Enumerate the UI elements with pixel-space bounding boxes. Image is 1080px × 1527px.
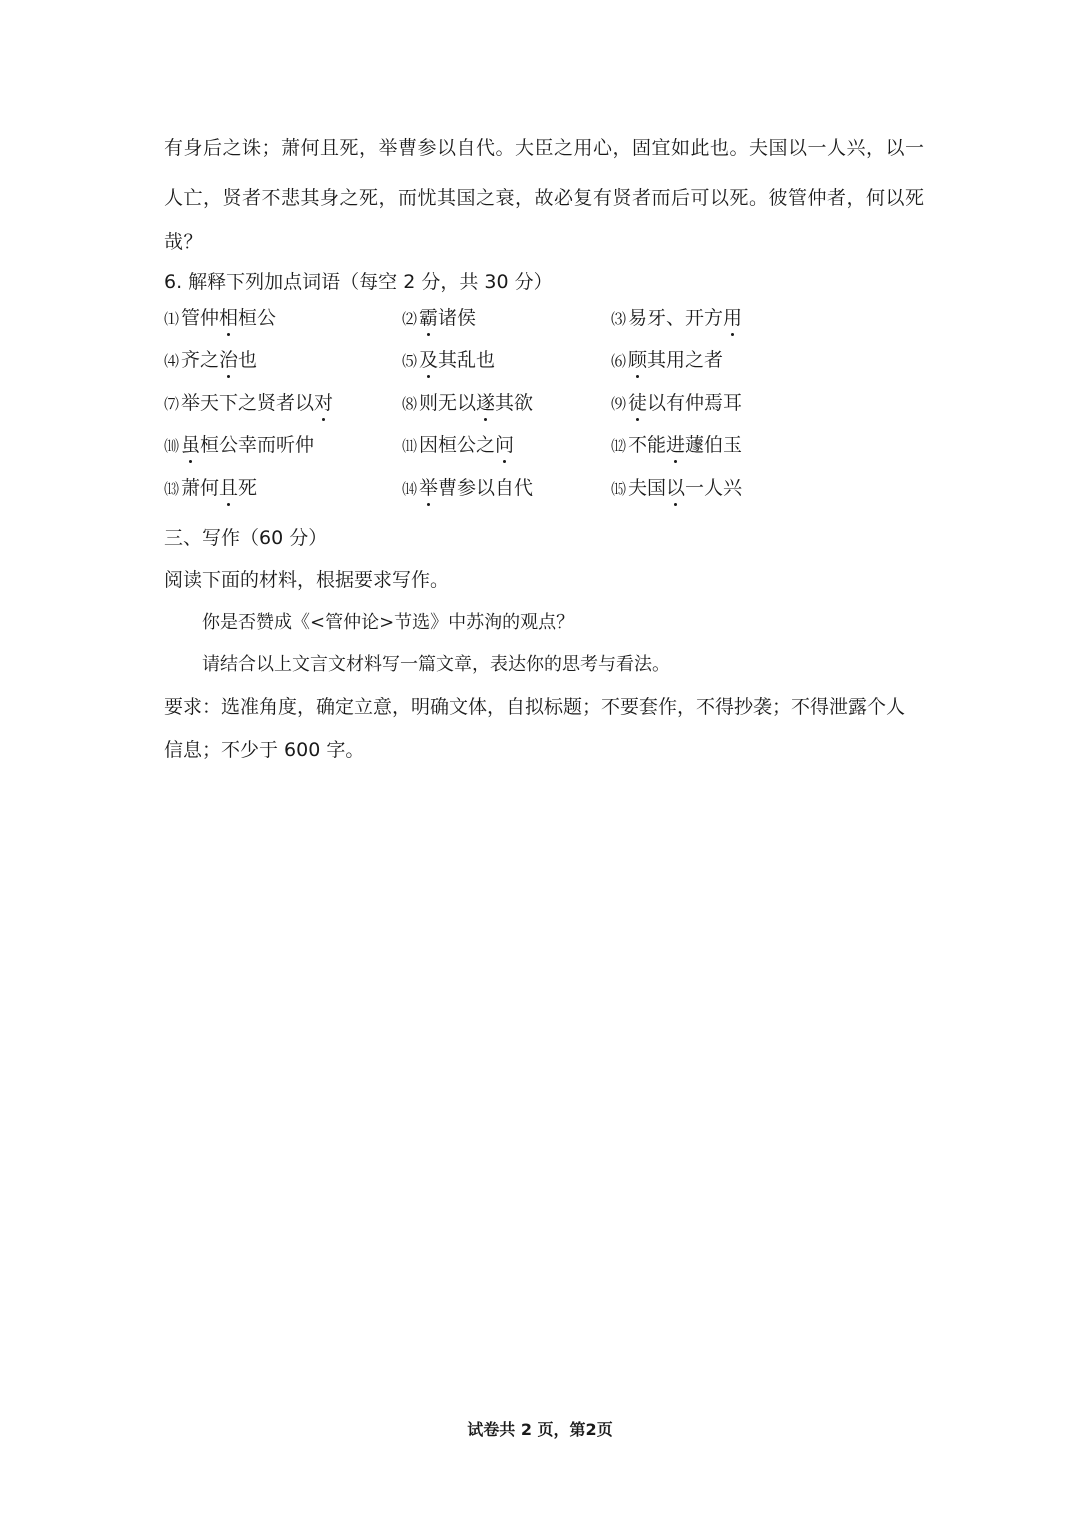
passage-line-2: 人亡，贤者不悲其身之死，而忧其国之衰，故必复有贤者而后可以死。彼管仲者，何以死 — [164, 187, 925, 209]
vocab-item-text: 举天下之贤者以 — [181, 392, 315, 414]
vocab-item — [164, 303, 276, 330]
writing-prompt-1: 你是否赞成《<管仲论>节选》中苏洵的观点？ — [202, 612, 575, 633]
vocab-item — [611, 430, 742, 457]
dotted-word: 顾 — [628, 345, 647, 372]
vocab-item-number: ⑷ — [164, 352, 180, 370]
dotted-word: 霸 — [419, 303, 438, 330]
vocab-item-number: ⒀ — [164, 480, 180, 498]
vocab-item-number: ⑾ — [402, 437, 418, 455]
vocab-item — [611, 473, 742, 500]
question-6-heading: 6. 解释下列加点词语（每空 2 分，共 30 分） — [164, 271, 553, 293]
dotted-word: 遂 — [476, 388, 495, 415]
vocab-item-text: 桓公 — [238, 307, 277, 329]
dotted-word: 对 — [314, 388, 333, 415]
vocab-item-number: ⑽ — [164, 437, 180, 455]
vocab-item-text: 萧何 — [181, 477, 220, 499]
vocab-item-number: ⑴ — [164, 310, 180, 328]
vocab-item — [164, 430, 314, 457]
vocab-item-text: 夫国 — [628, 477, 667, 499]
dotted-word: 以 — [666, 473, 685, 500]
vocab-item-text: 齐之 — [181, 349, 220, 371]
vocab-item-text: 其乱也 — [438, 349, 496, 371]
vocab-item-number: ⑹ — [611, 352, 627, 370]
dotted-word: 治 — [219, 345, 238, 372]
vocab-item — [402, 303, 476, 330]
dotted-word: 及 — [419, 345, 438, 372]
writing-requirements-line-1: 要求：选准角度，确定立意，明确文体，自拟标题；不要套作，不得抄袭；不得泄露个人 — [164, 696, 906, 718]
dotted-word: 虽 — [181, 430, 200, 457]
vocab-item-number: ⑺ — [164, 395, 180, 413]
vocab-item-text: 也 — [238, 349, 258, 371]
vocab-item-number: ⑿ — [611, 437, 627, 455]
vocab-item-text: 蘧伯玉 — [685, 434, 743, 456]
vocab-item — [402, 473, 533, 500]
page-footer: 试卷共 2 页，第2页 — [467, 1420, 613, 1439]
writing-prompt-2: 请结合以上文言文材料写一篇文章，表达你的思考与看法。 — [202, 654, 670, 675]
vocab-item-text: 因桓公之 — [419, 434, 496, 456]
vocab-item-text: 易牙、开方 — [628, 307, 724, 329]
dotted-word: 问 — [495, 430, 514, 457]
vocab-item-number: ⒂ — [611, 480, 627, 498]
vocab-item-text: 一人兴 — [685, 477, 743, 499]
vocab-item-text: 桓公幸而听仲 — [200, 434, 315, 456]
vocab-item — [611, 345, 723, 372]
vocab-item-text: 诸侯 — [438, 307, 477, 329]
writing-instruction: 阅读下面的材料，根据要求写作。 — [164, 569, 450, 591]
vocab-item — [402, 388, 533, 415]
passage-line-1: 有身后之诛；萧何且死，举曹参以自代。大臣之用心，固宜如此也。夫国以一人兴，以一 — [164, 137, 925, 159]
dotted-word: 用 — [723, 303, 742, 330]
dotted-word: 且 — [219, 473, 238, 500]
writing-requirements-line-2: 信息；不少于 600 字。 — [164, 739, 365, 761]
dotted-word: 举 — [419, 473, 438, 500]
dotted-word: 相 — [219, 303, 238, 330]
vocab-item-number: ⑵ — [402, 310, 418, 328]
vocab-item-text: 以有仲焉耳 — [647, 392, 743, 414]
vocab-item — [611, 388, 742, 415]
vocab-item — [164, 388, 333, 415]
vocab-item-text: 管仲 — [181, 307, 220, 329]
vocab-item — [164, 473, 257, 500]
dotted-word: 徒 — [628, 388, 647, 415]
passage-line-3: 哉？ — [164, 231, 204, 253]
vocab-item-number: ⑸ — [402, 352, 418, 370]
vocab-item-text: 不能 — [628, 434, 667, 456]
dotted-word: 进 — [666, 430, 685, 457]
vocab-item-text: 其用之者 — [647, 349, 724, 371]
vocab-item — [611, 303, 742, 330]
writing-section-title: 三、写作（60 分） — [164, 527, 328, 549]
vocab-item-text: 则无以 — [419, 392, 477, 414]
vocab-item-text: 死 — [238, 477, 258, 499]
vocab-item-text: 其欲 — [495, 392, 534, 414]
vocab-item-number: ⑶ — [611, 310, 627, 328]
vocab-item — [402, 345, 495, 372]
vocab-item-number: ⒁ — [402, 480, 418, 498]
vocab-item-text: 曹参以自代 — [438, 477, 534, 499]
vocab-item-number: ⑼ — [611, 395, 627, 413]
vocab-item-number: ⑻ — [402, 395, 418, 413]
vocab-item — [164, 345, 257, 372]
vocab-item — [402, 430, 514, 457]
